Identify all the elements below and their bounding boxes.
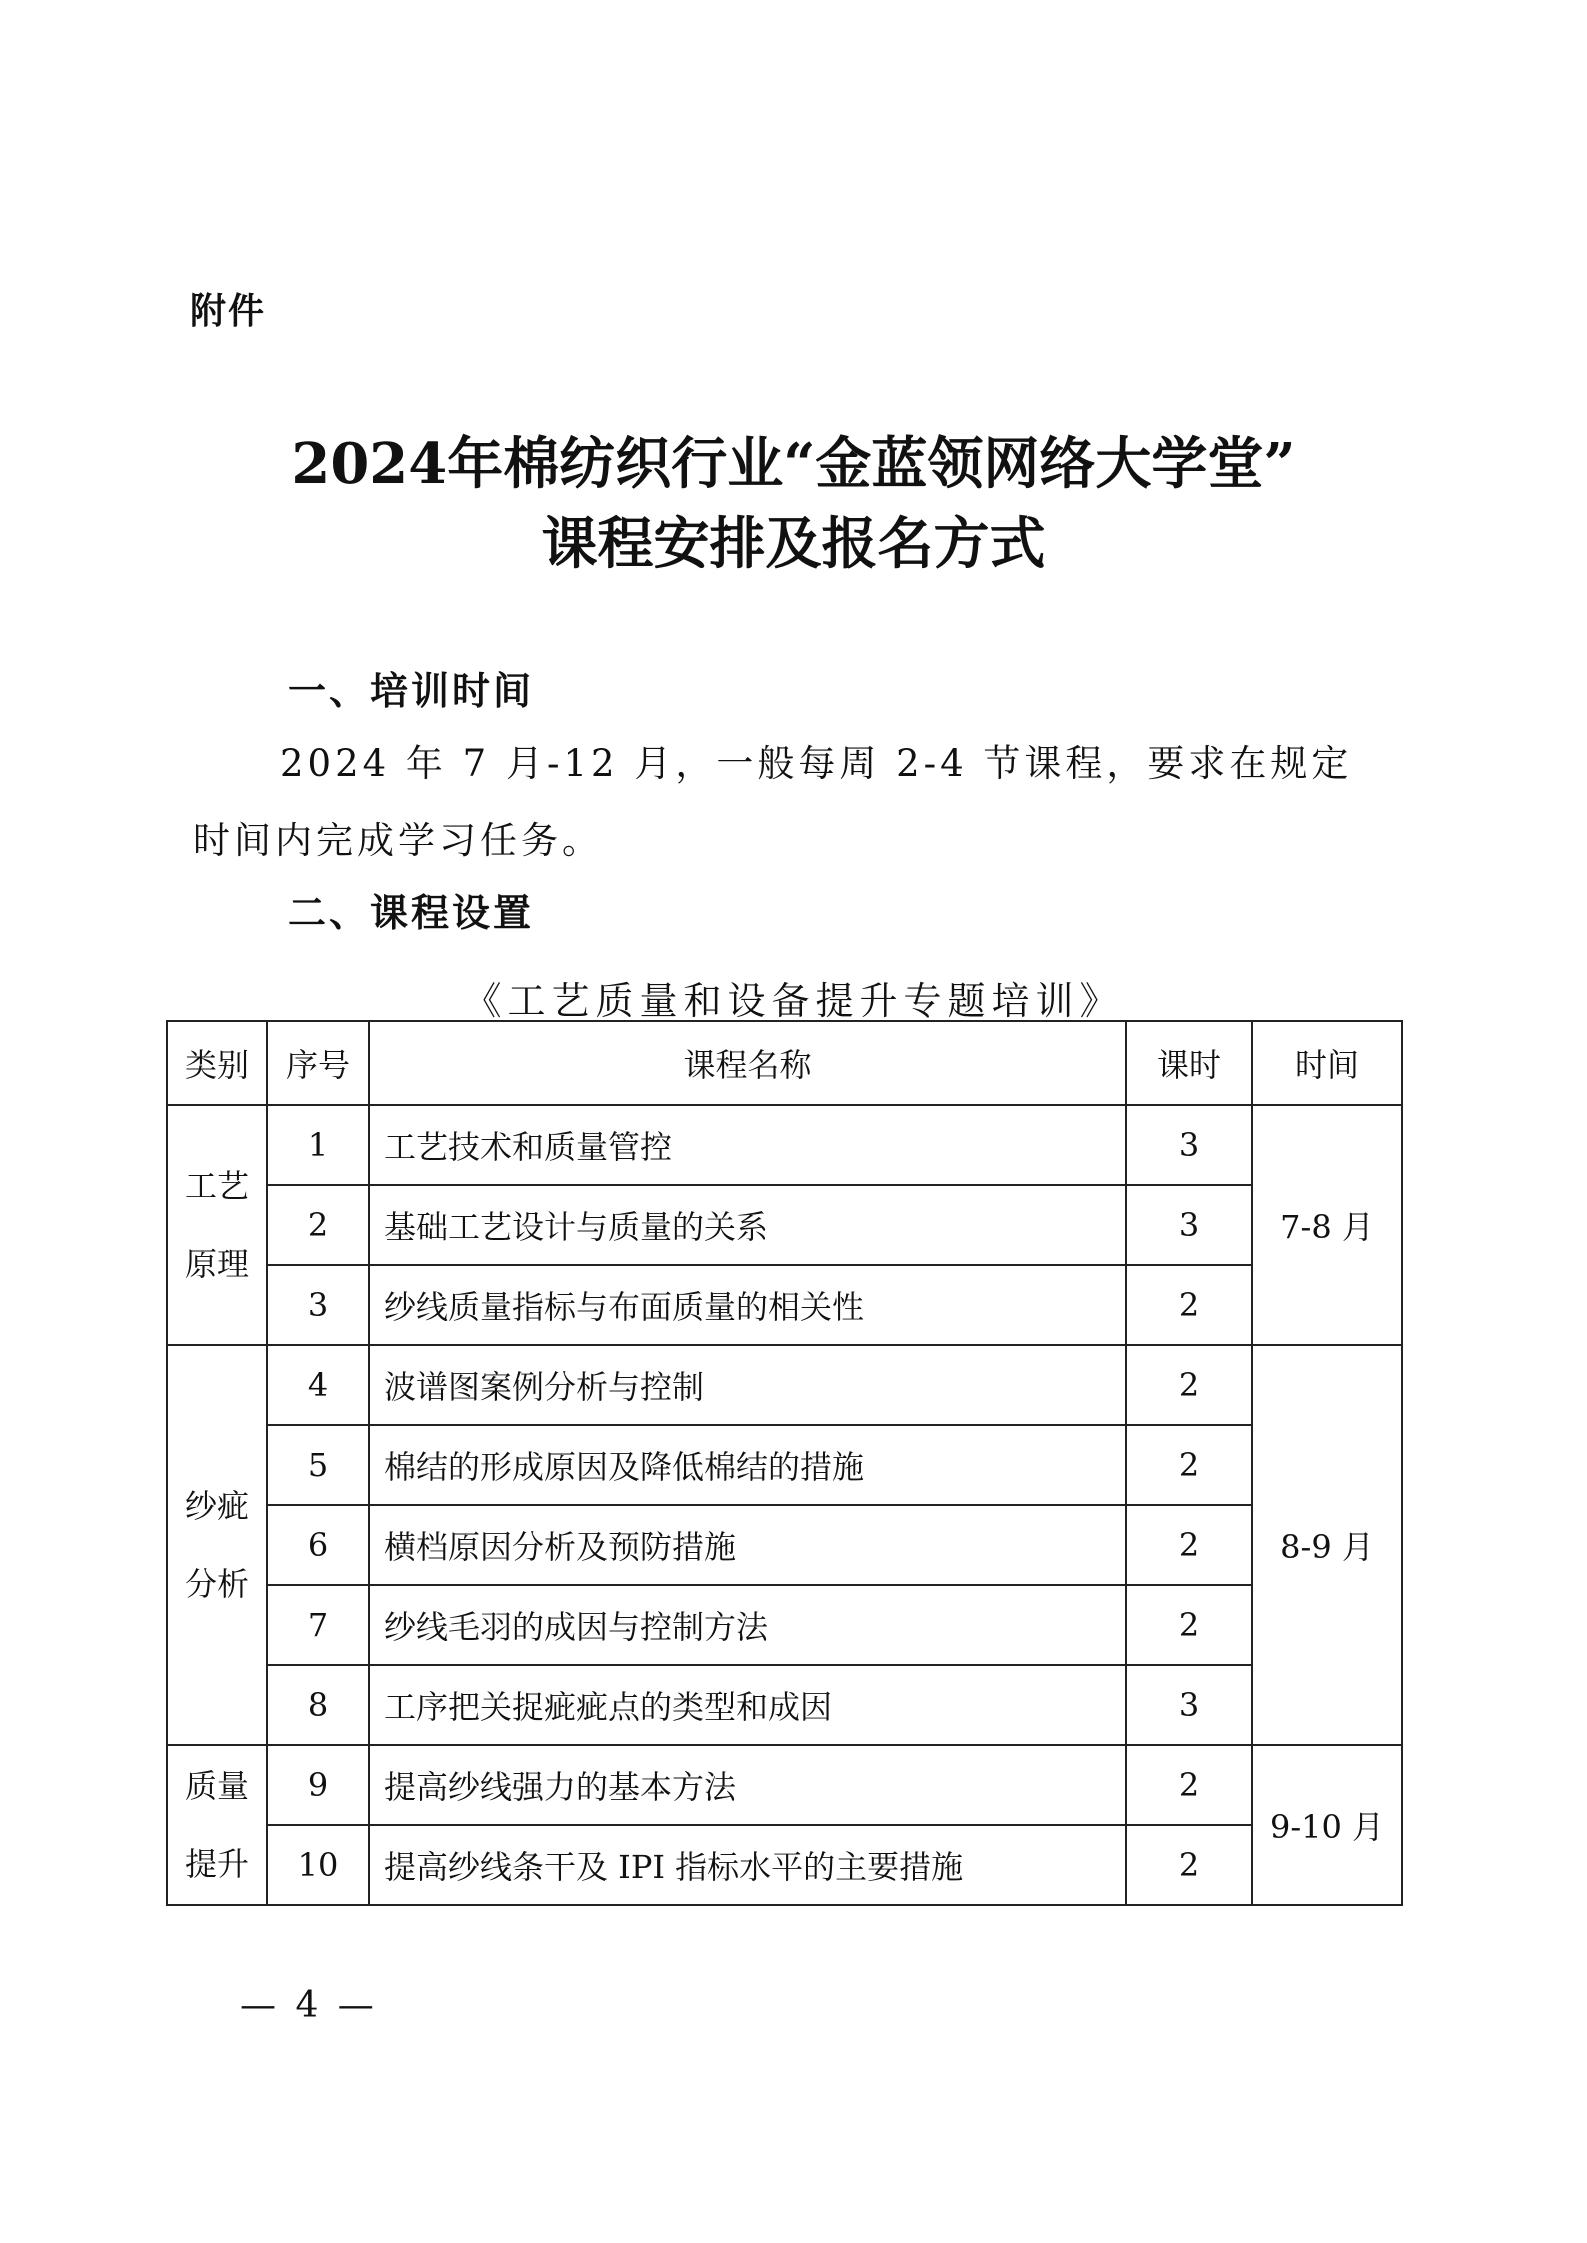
category-text: 提升 bbox=[184, 1845, 249, 1883]
paragraph-line: 时间内完成学习任务。 bbox=[193, 819, 603, 862]
document-title-line1: 2024年棉纺织行业“金蓝领网络大学堂” bbox=[291, 431, 1296, 497]
category-cell bbox=[167, 1105, 267, 1345]
table-row bbox=[167, 1185, 1402, 1265]
time-cell: 9-10 月 bbox=[1252, 1745, 1402, 1905]
course-hours: 3 bbox=[1126, 1105, 1252, 1185]
course-table bbox=[166, 1020, 1403, 1906]
header-time: 时间 bbox=[1252, 1021, 1402, 1105]
course-hours: 2 bbox=[1126, 1425, 1252, 1505]
section-heading-course-setup: 二、课程设置 bbox=[288, 891, 535, 935]
table-row bbox=[167, 1745, 1402, 1825]
category-text: 原理 bbox=[184, 1245, 249, 1283]
category-text: 工艺 bbox=[184, 1167, 249, 1205]
header-hours: 课时 bbox=[1126, 1021, 1252, 1105]
course-name: 棉结的形成原因及降低棉结的措施 bbox=[369, 1425, 1126, 1505]
table-row bbox=[167, 1825, 1402, 1905]
category-text: 纱疵 bbox=[184, 1487, 249, 1525]
course-hours: 2 bbox=[1126, 1745, 1252, 1825]
table-row bbox=[167, 1345, 1402, 1425]
table-row bbox=[167, 1585, 1402, 1665]
course-hours: 3 bbox=[1126, 1185, 1252, 1265]
row-number: 9 bbox=[267, 1745, 369, 1825]
table-header-row bbox=[167, 1021, 1402, 1105]
table-caption: 《工艺质量和设备提升专题培训》 bbox=[463, 979, 1124, 1023]
row-number: 5 bbox=[267, 1425, 369, 1505]
category-cell bbox=[167, 1345, 267, 1745]
header-number: 序号 bbox=[267, 1021, 369, 1105]
header-course-name: 课程名称 bbox=[369, 1021, 1126, 1105]
course-name: 工序把关捉疵疵点的类型和成因 bbox=[369, 1665, 1126, 1745]
time-cell: 7-8 月 bbox=[1252, 1105, 1402, 1345]
table-row bbox=[167, 1505, 1402, 1585]
course-hours: 2 bbox=[1126, 1505, 1252, 1585]
attachment-label: 附件 bbox=[190, 291, 267, 332]
category-text: 分析 bbox=[184, 1565, 249, 1603]
category-text: 质量 bbox=[184, 1767, 249, 1805]
document-title-line2: 课程安排及报名方式 bbox=[541, 511, 1046, 577]
course-hours: 3 bbox=[1126, 1665, 1252, 1745]
course-name: 提高纱线条干及 IPI 指标水平的主要措施 bbox=[369, 1825, 1126, 1905]
course-name: 提高纱线强力的基本方法 bbox=[369, 1745, 1126, 1825]
table-row bbox=[167, 1105, 1402, 1185]
header-category: 类别 bbox=[167, 1021, 267, 1105]
course-hours: 2 bbox=[1126, 1265, 1252, 1345]
paragraph-line: 2024 年 7 月-12 月，一般每周 2-4 节课程，要求在规定 bbox=[280, 742, 1353, 785]
row-number: 10 bbox=[267, 1825, 369, 1905]
course-hours: 2 bbox=[1126, 1585, 1252, 1665]
row-number: 3 bbox=[267, 1265, 369, 1345]
table-row bbox=[167, 1425, 1402, 1505]
row-number: 8 bbox=[267, 1665, 369, 1745]
row-number: 2 bbox=[267, 1185, 369, 1265]
row-number: 6 bbox=[267, 1505, 369, 1585]
row-number: 7 bbox=[267, 1585, 369, 1665]
course-hours: 2 bbox=[1126, 1825, 1252, 1905]
page-number: — 4 — bbox=[240, 1985, 378, 2026]
course-name: 纱线毛羽的成因与控制方法 bbox=[369, 1585, 1126, 1665]
course-name: 波谱图案例分析与控制 bbox=[369, 1345, 1126, 1425]
table-row bbox=[167, 1665, 1402, 1745]
course-name: 基础工艺设计与质量的关系 bbox=[369, 1185, 1126, 1265]
time-cell: 8-9 月 bbox=[1252, 1345, 1402, 1745]
category-cell bbox=[167, 1745, 267, 1905]
course-name: 纱线质量指标与布面质量的相关性 bbox=[369, 1265, 1126, 1345]
course-hours: 2 bbox=[1126, 1345, 1252, 1425]
course-name: 横档原因分析及预防措施 bbox=[369, 1505, 1126, 1585]
table-row bbox=[167, 1265, 1402, 1345]
row-number: 4 bbox=[267, 1345, 369, 1425]
section-heading-training-time: 一、培训时间 bbox=[288, 669, 535, 713]
course-name: 工艺技术和质量管控 bbox=[369, 1105, 1126, 1185]
row-number: 1 bbox=[267, 1105, 369, 1185]
